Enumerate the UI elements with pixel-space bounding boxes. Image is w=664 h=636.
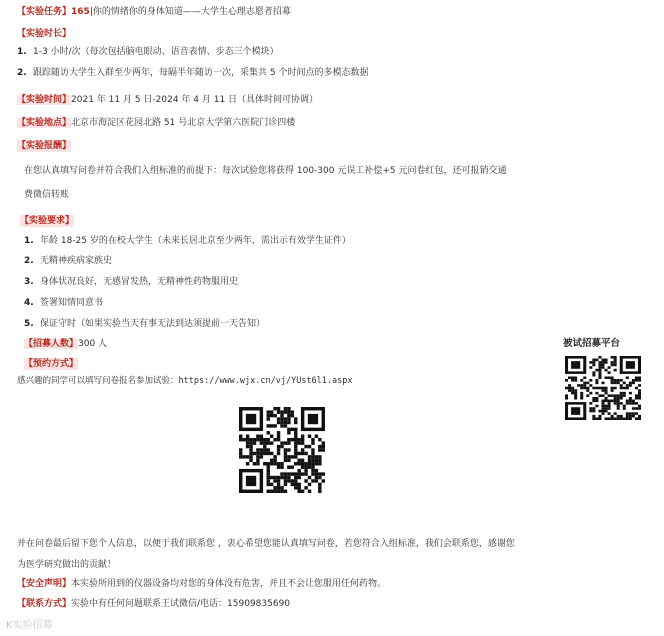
list-number: 1.	[17, 47, 27, 57]
list-text: 保证守时（如果实验当天有事无法到达须提前一天告知）	[40, 319, 266, 329]
list-number: 3.	[24, 277, 34, 287]
list-number: 2.	[17, 68, 27, 78]
reward-line-1: 在您认真填写问卷并符合我们入组标准的前提下：每次试验您将获得 100-300 元误工补偿+5 元问卷红包，还可报销交通	[24, 166, 507, 176]
safety-line	[17, 578, 386, 590]
list-text: 年龄 18-25 岁的在校大学生（未来长居北京至少两年，需出示有效学生证件）	[40, 236, 351, 246]
requirement-item-2	[24, 255, 112, 267]
duration-item-1	[17, 46, 279, 58]
time-text: 2021 年 11 月 5 日-2024 年 4 月 11 日（具体时间可协调）	[71, 95, 319, 105]
list-number: 2.	[24, 256, 34, 266]
list-number: 4.	[24, 298, 34, 308]
closing-line-2: 为医学研究做出的贡献！	[17, 560, 117, 570]
list-text: 签署知情同意书	[40, 298, 104, 308]
reward-tag: 【实验报酬】	[17, 141, 72, 151]
booking-text: 感兴趣的同学可以填写问卷报名参加试验：https://www.wjx.cn/vj/YUst6l1.aspx	[17, 376, 353, 386]
list-text: 1-3 小时/次（每次包括脑电眼动、语音表情、步态三个模块）	[33, 47, 279, 57]
requirement-item-4	[24, 297, 103, 309]
list-text: 跟踪随访大学生入群至少两年，每隔半年随访一次，采集共 5 个时间点的多模态数据	[33, 68, 369, 78]
watermark-logo: K实验招募	[6, 620, 53, 631]
recruit-line	[24, 338, 107, 350]
contact-text: 实验中有任何问题联系王试微信/电话：15909835690	[71, 599, 291, 609]
task-title: |你的情绪你的身体知道——大学生心理志愿者招募	[89, 7, 291, 17]
platform-label: 被试招募平台	[563, 338, 621, 349]
safety-tag: 【安全声明】	[17, 579, 72, 589]
location-tag: 【实验地点】	[17, 118, 72, 128]
location-line	[17, 117, 295, 129]
list-text: 身体状况良好，无感冒发热，无精神性药物服用史	[40, 277, 239, 287]
requirement-item-3	[24, 276, 238, 288]
platform-qr-code[interactable]	[565, 356, 641, 420]
task-code: 165	[71, 7, 90, 17]
safety-text: 本实验所用到的仪器设备均对您的身体没有危害，并且不会让您服用任何药物。	[71, 579, 387, 589]
duration-tag: 【实验时长】	[17, 29, 72, 39]
time-line	[17, 94, 318, 106]
list-text: 无精神疾病家族史	[40, 256, 113, 266]
list-number: 1.	[24, 236, 34, 246]
task-tag: 【实验任务】	[17, 7, 72, 17]
contact-line	[17, 598, 290, 610]
reward-line-2: 费微信转账	[24, 190, 70, 200]
closing-line-1: 并在问卷最后留下您个人信息，以便于我们联系您 ，衷心希望您能认真填写问卷，若您符合入组标准，我们会联系您，感谢您	[17, 539, 515, 549]
contact-tag: 【联系方式】	[17, 599, 72, 609]
list-number: 5.	[24, 319, 34, 329]
survey-qr-code[interactable]	[239, 407, 325, 493]
task-line	[17, 6, 291, 18]
booking-tag: 【预约方式】	[24, 359, 79, 369]
time-tag: 【实验时间】	[17, 95, 72, 105]
duration-item-2	[17, 67, 368, 79]
recruit-text: 300 人	[78, 339, 108, 349]
recruit-tag: 【招募人数】	[24, 339, 79, 349]
location-text: 北京市海淀区花园北路 51 号北京大学第六医院门诊四楼	[71, 118, 296, 128]
requirement-item-5	[24, 318, 265, 330]
requirements-tag: 【实验要求】	[20, 216, 75, 226]
requirement-item-1	[24, 235, 351, 247]
